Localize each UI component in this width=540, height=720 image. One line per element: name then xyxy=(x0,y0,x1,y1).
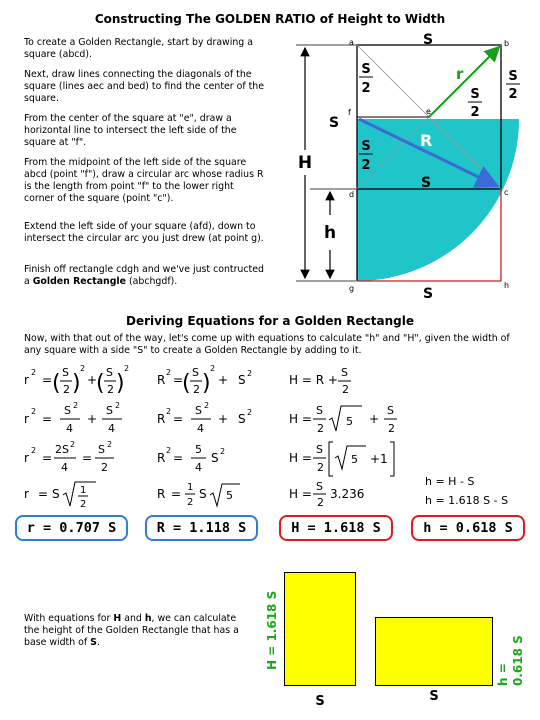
svg-text:+1: +1 xyxy=(370,452,388,466)
result-H-box: H = 1.618 S xyxy=(279,515,393,541)
point-d: d xyxy=(349,190,355,199)
eq-h-1: h = H - S xyxy=(425,475,475,488)
eq-h-2: h = 1.618 S - S xyxy=(425,494,509,507)
label-s-left: S xyxy=(328,115,340,131)
instruction-3: From the center of the square at "e", draw a horizontal line to intersect the left side of the square at "f". xyxy=(24,113,237,148)
svg-text:S: S xyxy=(361,139,371,154)
svg-text:S: S xyxy=(199,487,207,501)
svg-text:r: r xyxy=(24,412,29,426)
svg-text:S: S xyxy=(316,480,323,493)
svg-text:=: = xyxy=(173,451,184,465)
svg-text:+: + xyxy=(218,373,229,387)
label-s-top: S xyxy=(422,32,434,48)
svg-text:): ) xyxy=(202,371,211,396)
small-rect-height-label-2: 0.618 S xyxy=(511,635,525,686)
svg-text:2: 2 xyxy=(80,364,86,373)
svg-text:2: 2 xyxy=(31,368,37,377)
svg-text:+: + xyxy=(87,412,98,426)
svg-text:R: R xyxy=(157,412,166,426)
svg-text:2: 2 xyxy=(70,440,76,449)
svg-text:=: = xyxy=(173,373,184,387)
svg-text:3.236: 3.236 xyxy=(330,487,365,501)
svg-text:S: S xyxy=(62,366,69,379)
point-c: c xyxy=(504,188,509,197)
svg-text:(: ( xyxy=(52,371,61,396)
svg-text:=: = xyxy=(42,412,53,426)
label-s-mid: S xyxy=(420,175,432,191)
svg-text:2: 2 xyxy=(193,383,200,396)
svg-text:+: + xyxy=(369,412,380,426)
instruction-5: Extend the left side of your square (afd), down to intersect the circular arc you just drew (at point g). xyxy=(24,221,264,244)
svg-text:S: S xyxy=(106,404,113,417)
svg-text:2: 2 xyxy=(101,461,108,474)
svg-text:4: 4 xyxy=(108,422,115,435)
svg-text:=: = xyxy=(173,412,184,426)
svg-text:5: 5 xyxy=(351,453,358,466)
label-s-bottom: S xyxy=(422,286,434,302)
golden-rectangle-term: Golden Rectangle xyxy=(32,276,126,287)
svg-text:R: R xyxy=(157,373,166,387)
bottom-period: . xyxy=(96,637,100,648)
point-f: f xyxy=(348,108,351,117)
svg-text:(: ( xyxy=(96,371,105,396)
svg-text:r: r xyxy=(24,373,29,387)
svg-text:R: R xyxy=(157,451,166,465)
svg-text:S: S xyxy=(52,487,60,501)
instruction-4: From the midpoint of the left side of the square abcd (point "f"), draw a circular arc whose radius R is the length from point "f" to the lower right corner of the square (point "c"). xyxy=(24,157,264,204)
svg-text:S: S xyxy=(238,373,246,387)
svg-text:H =: H = xyxy=(289,487,312,501)
svg-text:=: = xyxy=(82,451,93,465)
section2-title: Deriving Equations for a Golden Rectangle xyxy=(126,314,414,328)
svg-text:2: 2 xyxy=(317,496,324,509)
svg-text:2: 2 xyxy=(166,368,172,377)
svg-text:): ) xyxy=(72,371,81,396)
bottom-text-1: With equations for xyxy=(24,613,114,624)
svg-text:S: S xyxy=(508,69,518,84)
svg-text:=: = xyxy=(38,487,49,501)
svg-text:2: 2 xyxy=(317,422,324,435)
page-title: Constructing The GOLDEN RATIO of Height to Width xyxy=(94,12,446,26)
svg-text:r: r xyxy=(24,487,29,501)
point-a: a xyxy=(349,38,354,47)
svg-text:2: 2 xyxy=(63,383,70,396)
svg-text:2: 2 xyxy=(115,401,121,410)
svg-text:=: = xyxy=(171,487,182,501)
svg-text:2: 2 xyxy=(361,81,371,96)
svg-text:S: S xyxy=(98,443,105,456)
result-h-box: h = 0.618 S xyxy=(411,515,525,541)
svg-text:): ) xyxy=(116,371,125,396)
svg-text:=: = xyxy=(42,451,53,465)
point-g: g xyxy=(349,284,355,293)
svg-text:2: 2 xyxy=(220,447,226,456)
svg-text:H = R +: H = R + xyxy=(289,373,338,387)
instruction-6-text: Finish off rectangle cdgh and we've just contructed a xyxy=(24,264,264,287)
svg-text:2: 2 xyxy=(107,383,114,396)
label-H: H xyxy=(297,153,313,173)
svg-text:1: 1 xyxy=(187,482,194,493)
svg-text:(: ( xyxy=(182,371,191,396)
label-r: r xyxy=(456,65,464,83)
bottom-text-2: , we can calculate the height of the Golden Rectangle that has a base width of xyxy=(24,613,239,648)
instruction-6-tail: (abchgdf). xyxy=(126,276,178,287)
bottom-H: H xyxy=(113,613,122,624)
svg-text:2: 2 xyxy=(361,158,371,173)
result-r-box: r = 0.707 S xyxy=(15,515,128,541)
svg-text:2: 2 xyxy=(107,440,113,449)
svg-text:2: 2 xyxy=(80,499,87,510)
bottom-S: S xyxy=(90,637,97,648)
svg-text:S: S xyxy=(238,412,246,426)
label-h: h xyxy=(323,223,337,243)
svg-text:2: 2 xyxy=(247,369,253,378)
svg-text:S: S xyxy=(195,404,202,417)
point-e: e xyxy=(426,107,431,116)
svg-text:4: 4 xyxy=(61,461,68,474)
big-rect-height-label: H = 1.618 S xyxy=(265,590,279,670)
svg-text:4: 4 xyxy=(197,422,204,435)
svg-text:2: 2 xyxy=(187,497,194,508)
instruction-1: To create a Golden Rectangle, start by drawing a square (abcd). xyxy=(24,37,253,60)
svg-text:4: 4 xyxy=(195,461,202,474)
point-h: h xyxy=(504,281,510,290)
svg-text:S: S xyxy=(316,443,323,456)
svg-text:2: 2 xyxy=(31,446,37,455)
svg-text:+: + xyxy=(218,412,229,426)
label-R: R xyxy=(420,131,433,150)
small-rect-base-label: S xyxy=(429,689,439,704)
svg-text:5: 5 xyxy=(195,443,202,456)
svg-text:S: S xyxy=(192,366,199,379)
svg-text:2: 2 xyxy=(31,407,37,416)
svg-text:2: 2 xyxy=(166,407,172,416)
svg-text:2: 2 xyxy=(73,401,79,410)
svg-text:2: 2 xyxy=(210,364,216,373)
svg-text:2: 2 xyxy=(342,383,349,396)
bottom-and: and xyxy=(121,613,145,624)
bottom-h: h xyxy=(144,613,152,624)
svg-text:2: 2 xyxy=(204,401,210,410)
svg-text:S: S xyxy=(211,451,219,465)
svg-text:4: 4 xyxy=(66,422,73,435)
svg-text:S: S xyxy=(387,404,394,417)
svg-text:2S: 2S xyxy=(55,443,69,456)
svg-text:H =: H = xyxy=(289,412,312,426)
svg-text:1: 1 xyxy=(80,485,87,496)
svg-text:2: 2 xyxy=(166,446,172,455)
svg-text:S: S xyxy=(316,404,323,417)
instruction-2: Next, draw lines connecting the diagonals of the square (lines aec and bed) to find the center of the square. xyxy=(24,69,265,104)
small-rect-height-label: h = xyxy=(496,663,510,686)
svg-text:=: = xyxy=(42,373,53,387)
svg-text:2: 2 xyxy=(247,408,253,417)
svg-text:2: 2 xyxy=(508,87,518,102)
svg-text:2: 2 xyxy=(317,461,324,474)
big-rect-base-label: S xyxy=(315,694,325,709)
point-b: b xyxy=(504,39,510,48)
result-R-box: R = 1.118 S xyxy=(145,515,258,541)
svg-text:5: 5 xyxy=(346,415,353,428)
svg-text:5: 5 xyxy=(226,489,233,502)
svg-text:2: 2 xyxy=(388,422,395,435)
svg-text:2: 2 xyxy=(470,105,480,120)
svg-text:S: S xyxy=(64,404,71,417)
svg-text:r: r xyxy=(24,451,29,465)
svg-text:2: 2 xyxy=(124,364,130,373)
svg-text:R: R xyxy=(157,487,166,501)
svg-text:+: + xyxy=(87,373,98,387)
svg-text:S: S xyxy=(361,62,371,77)
svg-text:S: S xyxy=(341,366,348,379)
svg-text:S: S xyxy=(470,87,480,102)
svg-text:H =: H = xyxy=(289,451,312,465)
section2-intro: Now, with that out of the way, let's come up with equations to calculate "h" and "H", given the width of any square with a side "S" to create a Golden Rectangle by adding to it. xyxy=(24,333,510,356)
svg-text:S: S xyxy=(106,366,113,379)
